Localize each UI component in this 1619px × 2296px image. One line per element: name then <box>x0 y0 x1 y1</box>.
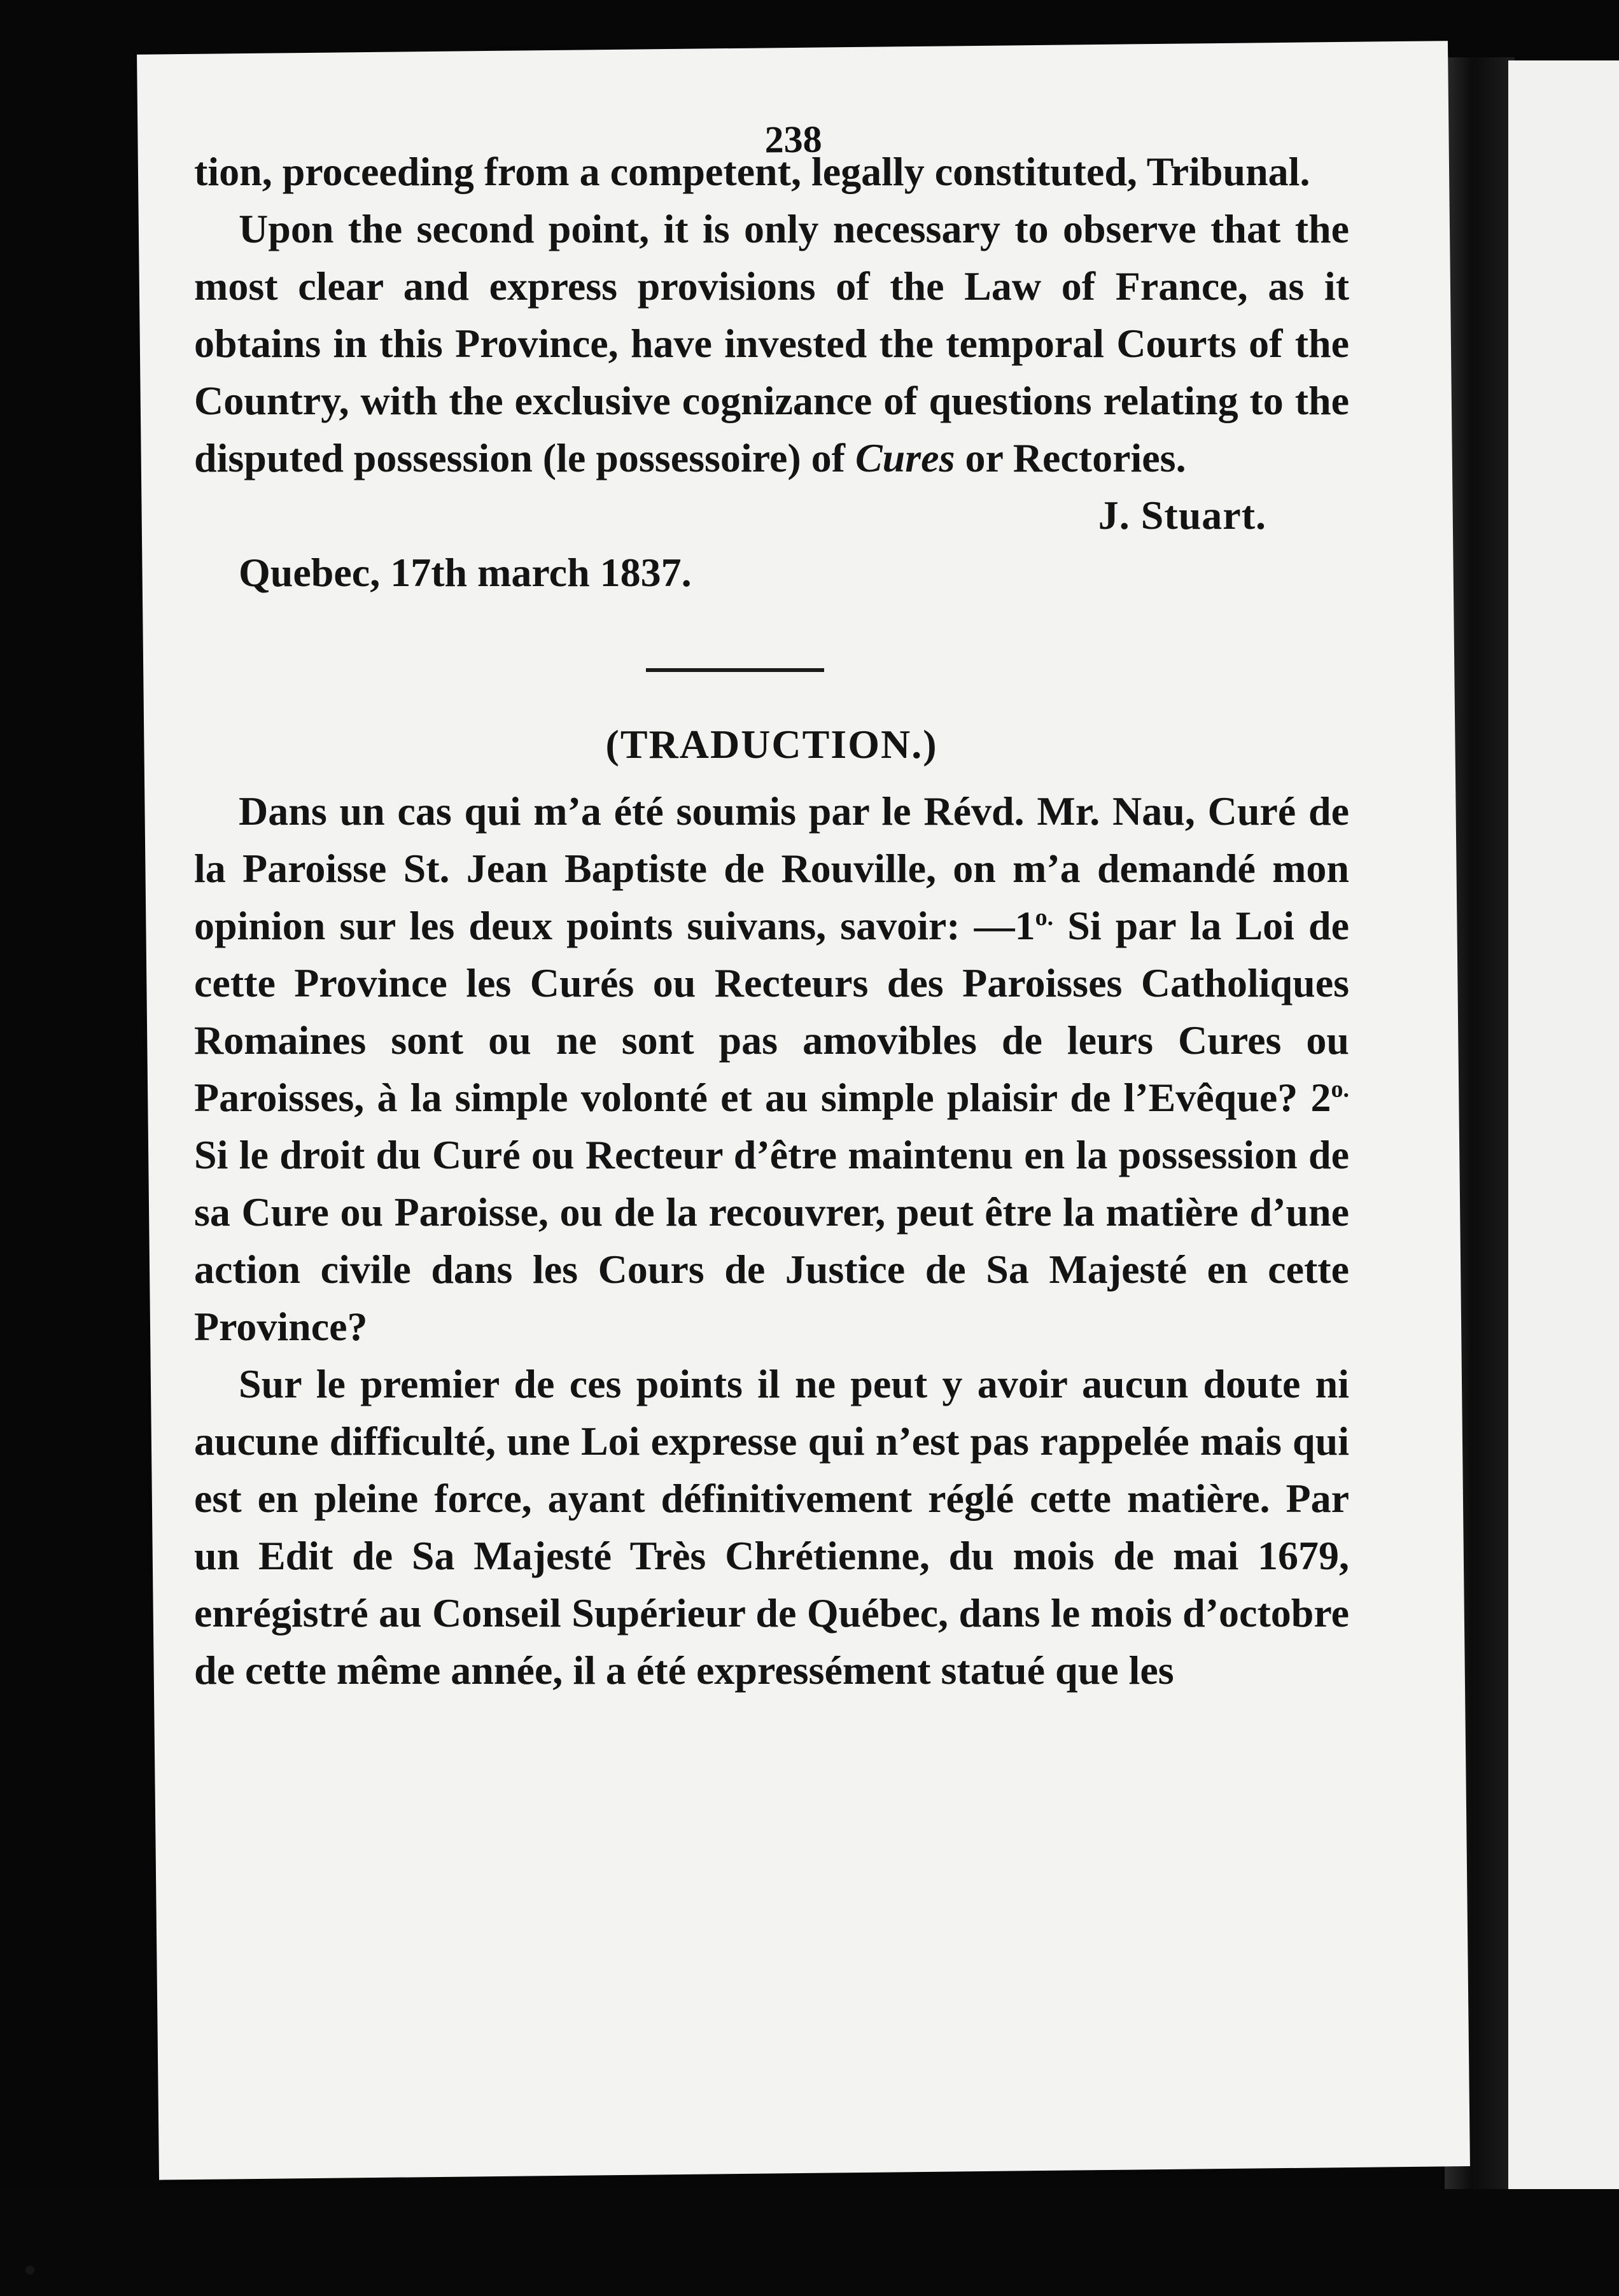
paragraph-text-end: or Rectories. <box>965 435 1186 480</box>
signature: J. Stuart. <box>1098 493 1266 538</box>
scan-bottom-margin <box>0 2189 1619 2296</box>
paragraph-text-a: Dans un cas qui m’a été soumis par le Révd. Mr. Nau, Curé de la Paroisse St. Jean Baptiste de Rouville, on m’a demandé mon opinion sur les deux points suivans, savoir: —1 <box>194 788 1349 948</box>
date-line: Quebec, 17th march 1837. <box>239 550 692 595</box>
paragraph-premier-point: Sur le premier de ces points il ne peut y avoir aucun doute ni aucune difficulté, une Loi expresse qui n’est pas rappelée mais qui est en pleine force, ayant définitivement réglé cette matière. Par un Edit de Sa Majesté Très Chrétienne, du mois de mai 1679, enrégistré au Conseil Supérieur de Québec, dans le mois d’octobre de cette même année, il a été expressément statué que les <box>194 1361 1349 1693</box>
ordinal-superscript-1: o. <box>1035 904 1054 931</box>
paragraph-text-c: Si le droit du Curé ou Recteur d’être maintenu en la possession de sa Cure ou Paroisse, ou de la recouvrer, peut être la matière d’une action civile dans les Cours de Justice de Sa Majesté en cette Province? <box>194 1132 1349 1349</box>
paragraph-text-b: Si par la Loi de cette Province les Curés ou Recteurs des Paroisses Catholiques Romaines sont ou ne sont pas amovibles de leurs Cures ou Paroisses, à la simple volonté et au simple plaisir de l’Evêque? 2 <box>194 903 1350 1120</box>
paragraph-second-point <box>194 200 1349 487</box>
paragraph-traduction <box>194 783 1349 1355</box>
paragraph-continuation: tion, proceeding from a competent, legally constituted, Tribunal. <box>194 149 1310 194</box>
ordinal-superscript-2: o. <box>1331 1075 1349 1103</box>
page-number: 238 <box>764 118 822 161</box>
dust-speck <box>25 2265 34 2274</box>
page-body-text <box>194 143 1349 1699</box>
facing-page-edge <box>1508 60 1619 2199</box>
section-heading: (TRADUCTION.) <box>605 722 938 767</box>
horizontal-rule <box>646 668 824 672</box>
section-separator <box>194 601 1349 716</box>
italic-word-cures: Cures <box>855 435 955 480</box>
paragraph-text: Upon the second point, it is only necessary to observe that the most clear and express provisions of the Law of France, as it obtains in this Province, have invested the temporal Courts of the Country, with the exclusive cognizance of questions relating to the disputed possession (le possessoire) of <box>194 206 1349 480</box>
